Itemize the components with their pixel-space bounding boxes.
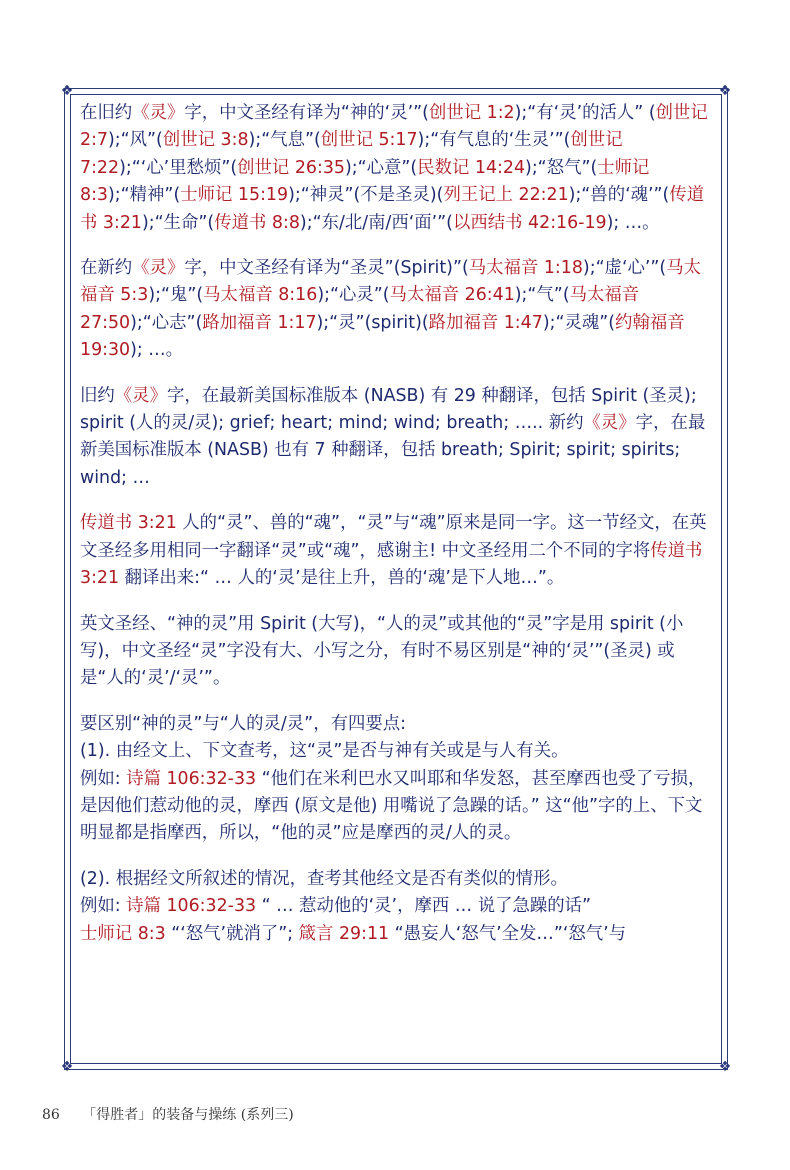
scripture-reference: 传道书 3:21 bbox=[80, 540, 703, 589]
text-run: );“有气息的‘生灵’”( bbox=[417, 130, 571, 151]
scripture-reference: 《灵》 bbox=[583, 413, 636, 434]
corner-ornament-icon: ❖ bbox=[718, 83, 732, 99]
text-run: );“心灵”( bbox=[317, 285, 390, 306]
text-run: );“灵魂”( bbox=[542, 312, 616, 333]
text-run: );“气”( bbox=[514, 285, 570, 306]
scripture-reference: 《灵》 bbox=[132, 258, 185, 279]
scripture-reference: 士师记 8:3 bbox=[80, 923, 166, 944]
text-run: );“生命”( bbox=[141, 212, 215, 233]
text-run: “愚妄人‘怒气’全发…”‘怒气’与 bbox=[389, 923, 627, 944]
text-run: ); …。 bbox=[606, 212, 660, 233]
text-run: 字，在最新美国标准版本 (NASB) 也有 7 种翻译，包括 breath; Spirit; spirit; spirits; wind; … bbox=[80, 413, 706, 488]
text-run: );“精神”( bbox=[108, 185, 181, 206]
corner-ornament-icon: ❖ bbox=[60, 1059, 74, 1075]
text-run: 字，中文圣经有译为“神的‘灵’”( bbox=[184, 103, 429, 123]
text-run: );“灵”(spirit)( bbox=[316, 312, 429, 333]
paragraph-four-points-intro bbox=[80, 711, 716, 738]
text-run: );“气息”( bbox=[248, 130, 321, 151]
text-run: );“风”( bbox=[108, 130, 163, 151]
scripture-reference: 诗篇 106:32-33 bbox=[126, 896, 257, 917]
text-run: );“兽的‘魂’”( bbox=[568, 185, 670, 206]
scripture-reference: 传道书 3:21 bbox=[80, 513, 177, 534]
scripture-reference: 马太福音 26:41 bbox=[389, 285, 515, 306]
text-run: );“虚‘心’”( bbox=[582, 258, 667, 279]
text-run: “他们在米利巴水又叫耶和华发怒，甚至摩西也受了亏损，是因他们惹动他的灵，摩西 (原文是他) 用嘴说了急躁的话。” 这“他”字的上、下文明显都是指摩西，所以，“他的灵”应是摩西的灵/人的灵。 bbox=[80, 768, 706, 844]
text-run: );“东/北/南/西‘面’”( bbox=[299, 212, 453, 233]
scripture-reference: 传道书 3:21 bbox=[80, 185, 705, 233]
text-run: “‘怒气’就消了”; bbox=[165, 923, 299, 944]
text-run: (2). 根据经文所叙述的情况，查考其他经文是否有类似的情形。 bbox=[80, 868, 568, 889]
scripture-reference: 创世记 3:8 bbox=[162, 130, 249, 151]
corner-ornament-icon: ❖ bbox=[60, 83, 74, 99]
paragraph-point-2-example bbox=[80, 893, 716, 920]
scripture-reference: 路加福音 1:47 bbox=[428, 312, 543, 333]
scripture-reference: 《灵》 bbox=[132, 103, 185, 123]
scripture-reference: 诗篇 106:32-33 bbox=[126, 768, 257, 789]
scripture-reference: 路加福音 1:17 bbox=[202, 312, 317, 333]
scripture-reference: 《灵》 bbox=[114, 385, 167, 406]
text-run: 字，在最新美国标准版本 (NASB) 有 29 种翻译，包括 Spirit (圣灵); spirit (人的灵/灵); grief; heart; mind; wind; breath; ….. 新约 bbox=[80, 385, 697, 434]
text-run: 翻译出来:“ … 人的‘灵’是往上升，兽的‘魂’是下人地…”。 bbox=[119, 568, 565, 589]
text-run: 例如: bbox=[80, 896, 127, 917]
text-run: 要区别“神的灵”与“人的灵/灵”，有四要点: bbox=[80, 713, 407, 734]
paragraph-ot-translations bbox=[80, 100, 716, 237]
text-run: (1). 由经文上、下文查考，这“灵”是否与神有关或是与人有关。 bbox=[80, 741, 569, 762]
text-run: 在新约 bbox=[80, 258, 133, 279]
scripture-reference: 创世记 26:35 bbox=[237, 157, 345, 178]
scripture-reference: 马太福音 5:3 bbox=[80, 258, 702, 306]
text-run: );“心志”( bbox=[130, 312, 203, 333]
text-run: “ … 惹动他的‘灵’，摩西 … 说了急躁的话” bbox=[256, 896, 592, 917]
text-run: 旧约 bbox=[80, 385, 115, 406]
page-number: 86 bbox=[42, 1107, 60, 1123]
paragraph-point-1-example bbox=[80, 766, 716, 848]
paragraph-point-2-refs bbox=[80, 921, 716, 948]
text-run: );“鬼”( bbox=[148, 285, 204, 306]
scripture-reference: 传道书 8:8 bbox=[214, 212, 300, 233]
text-run: 人的“灵”、兽的“魂”，“灵”与“魂”原来是同一字。这一节经文，在英文圣经多用相同一字翻译“灵”或“魂”，感谢主! 中文圣经用二个不同的字将 bbox=[80, 513, 707, 561]
text-run: );“有‘灵’的活人” ( bbox=[514, 103, 656, 123]
scripture-reference: 马太福音 1:18 bbox=[468, 258, 583, 279]
scripture-reference: 创世记 1:2 bbox=[428, 103, 515, 123]
scripture-reference: 创世记 5:17 bbox=[320, 130, 418, 151]
text-run: );“怒气”( bbox=[525, 157, 598, 178]
scripture-reference: 马太福音 8:16 bbox=[203, 285, 318, 306]
page-body bbox=[80, 100, 716, 948]
text-run: 例如: bbox=[80, 768, 127, 789]
text-run: );“‘心’里愁烦”( bbox=[119, 157, 238, 178]
corner-ornament-icon: ❖ bbox=[718, 1059, 732, 1075]
scripture-reference: 创世记 7:22 bbox=[80, 130, 623, 178]
page-footer bbox=[42, 1104, 294, 1124]
paragraph-ecclesiastes bbox=[80, 510, 716, 592]
scripture-reference: 约翰福音 19:30 bbox=[80, 312, 685, 361]
paragraph-point-1 bbox=[80, 738, 716, 765]
scripture-reference: 列王记上 22:21 bbox=[443, 185, 569, 206]
text-run: ); …。 bbox=[130, 340, 184, 361]
scripture-reference: 创世记 2:7 bbox=[80, 103, 708, 151]
scripture-reference: 马太福音 27:50 bbox=[80, 285, 640, 333]
text-run: );“神灵”(不是圣灵)( bbox=[288, 185, 444, 206]
scripture-reference: 民数记 14:24 bbox=[417, 157, 526, 178]
paragraph-nt-translations bbox=[80, 255, 716, 365]
paragraph-point-2 bbox=[80, 866, 716, 893]
text-run: );“心意”( bbox=[344, 157, 418, 178]
scripture-reference: 士师记 8:3 bbox=[80, 157, 650, 206]
text-run: 字，中文圣经有译为“圣灵”(Spirit)”( bbox=[184, 258, 469, 279]
text-run: 英文圣经、“神的灵”用 Spirit (大写)，“人的灵”或其他的“灵”字是用 spirit (小写)，中文圣经“灵”字没有大、小写之分，有时不易区别是“神的‘灵’”(圣灵) 或是“人的‘灵’/‘灵’”。 bbox=[80, 613, 684, 689]
paragraph-capitalization bbox=[80, 611, 716, 693]
book-title: 「得胜者」的装备与操练 (系列三) bbox=[82, 1107, 294, 1123]
scripture-reference: 以西结书 42:16-19 bbox=[452, 212, 607, 233]
paragraph-nasb-translations bbox=[80, 383, 716, 493]
scripture-reference: 士师记 15:19 bbox=[180, 185, 289, 206]
scripture-reference: 箴言 29:11 bbox=[298, 923, 390, 944]
text-run: 在旧约 bbox=[80, 103, 133, 123]
